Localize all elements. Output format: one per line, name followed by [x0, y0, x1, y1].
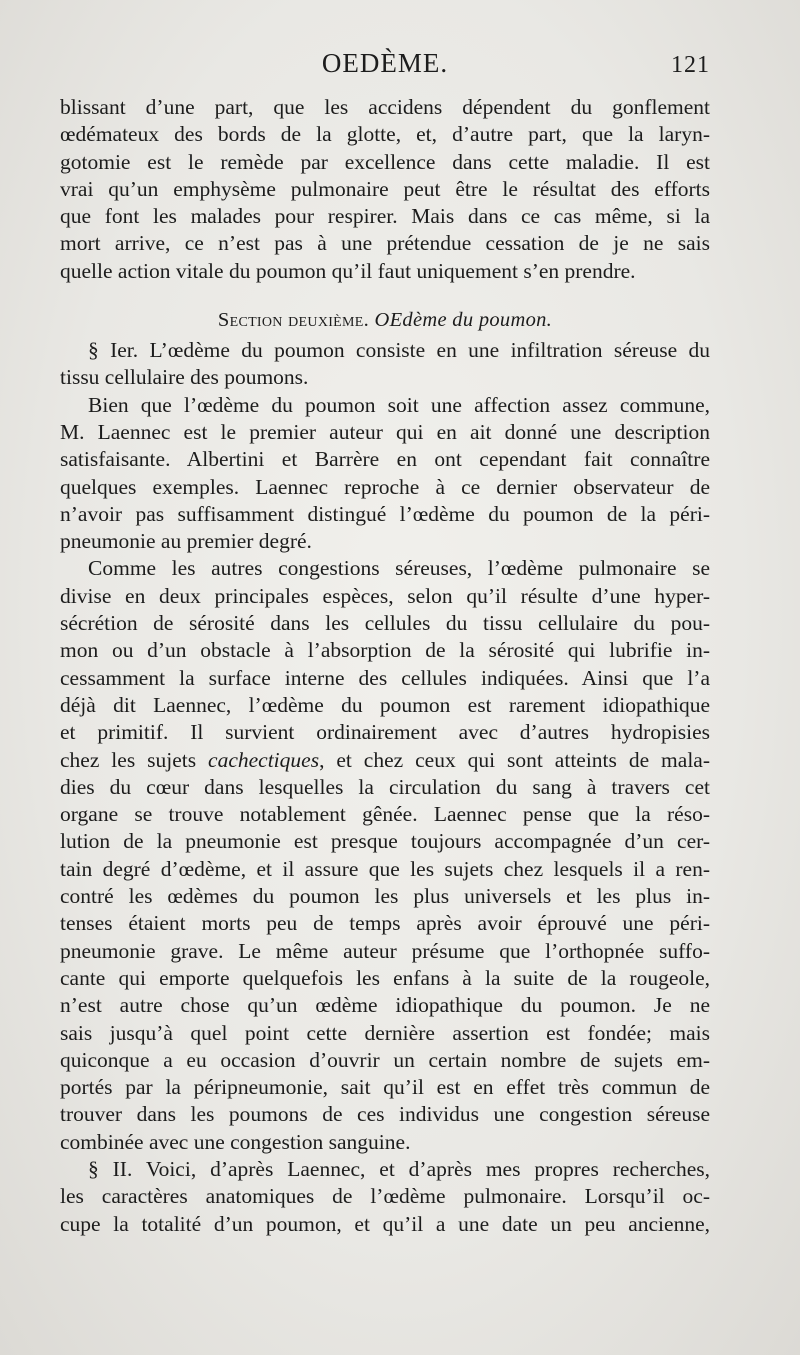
- text-line: portés par la péripneumonie, sait qu’il est en effet très commun de: [60, 1075, 710, 1100]
- text-line: cante qui emporte quelquefois les enfans à la suite de la rougeole,: [60, 965, 710, 990]
- text-line: quelques exemples. Laennec reproche à ce dernier observateur de: [60, 474, 710, 499]
- text-fragment: chez les sujets: [60, 747, 209, 772]
- text-line: pneumonie au premier degré.: [60, 529, 312, 554]
- text-line: œdémateux des bords de la glotte, et, d’autre part, que la laryn-: [60, 122, 710, 147]
- paragraph-2: [60, 337, 710, 392]
- text-line: satisfaisante. Albertini et Barrère en ont cependant fait connaître: [60, 447, 710, 472]
- text-line: lution de la pneumonie est presque toujours accompagnée d’un cer-: [60, 829, 710, 854]
- text-line: M. Laennec est le premier auteur qui en ait donné une description: [60, 419, 710, 444]
- text-line: tissu cellulaire des poumons.: [60, 365, 309, 390]
- text-line: sécrétion de sérosité dans les cellules du tissu cellulaire du pou-: [60, 611, 710, 636]
- text-line: mort arrive, ce n’est pas à une prétendue cessation de je ne sais: [60, 231, 710, 256]
- text-line: gotomie est le remède par excellence dans cette maladie. Il est: [60, 149, 710, 174]
- text-line: quelle action vitale du poumon qu’il faut uniquement s’en prendre.: [60, 258, 636, 283]
- text-line: les caractères anatomiques de l’œdème pulmonaire. Lorsqu’il oc-: [60, 1184, 710, 1209]
- text-line: Comme les autres congestions séreuses, l’œdème pulmonaire se: [88, 556, 710, 581]
- body-text: [60, 94, 710, 1238]
- text-line: trouver dans les poumons de ces individus une congestion séreuse: [60, 1102, 710, 1127]
- text-line: vrai qu’un emphysème pulmonaire peut être le résultat des efforts: [60, 176, 710, 201]
- paragraph-4: [60, 555, 710, 1156]
- text-line: [60, 747, 710, 774]
- text-line: déjà dit Laennec, l’œdème du poumon est rarement idiopathique: [60, 692, 710, 717]
- page-number: 121: [671, 52, 710, 78]
- text-line: sais jusqu’à quel point cette dernière assertion est fondée; mais: [60, 1020, 710, 1045]
- text-line: dies du cœur dans lesquelles la circulation du sang à travers cet: [60, 774, 710, 799]
- text-line: n’est autre chose qu’un œdème idiopathique du poumon. Je ne: [60, 993, 710, 1018]
- section-title: OEdème du poumon.: [374, 309, 553, 332]
- text-line: § Ier. L’œdème du poumon consiste en une infiltration séreuse du: [88, 338, 710, 363]
- paragraph-1: [60, 94, 710, 285]
- text-line: § II. Voici, d’après Laennec, et d’après mes propres recherches,: [88, 1156, 710, 1181]
- text-line: contré les œdèmes du poumon les plus universels et les plus in-: [60, 884, 710, 909]
- text-line: tain degré d’œdème, et il assure que les sujets chez lesquels il a ren-: [60, 856, 710, 881]
- text-line: organe se trouve notablement gênée. Laennec pense que la réso-: [60, 802, 710, 827]
- paragraph-3: [60, 392, 710, 556]
- text-line: tenses étaient morts peu de temps après avoir éprouvé une péri-: [60, 911, 710, 936]
- text-line: cupe la totalité d’un poumon, et qu’il a une date un peu ancienne,: [60, 1211, 710, 1236]
- text-line: pneumonie grave. Le même auteur présume que l’orthopnée suffo-: [60, 938, 710, 963]
- text-line: cessamment la surface interne des cellules indiquées. Ainsi que l’a: [60, 665, 710, 690]
- paragraph-5: [60, 1156, 710, 1238]
- text-line: quiconque a eu occasion d’ouvrir un certain nombre de sujets em-: [60, 1047, 710, 1072]
- text-line: divise en deux principales espèces, selon qu’il résulte d’une hyper-: [60, 583, 710, 608]
- text-line: mon ou d’un obstacle à l’absorption de la sérosité qui lubrifie in-: [60, 638, 710, 663]
- text-line: que font les malades pour respirer. Mais dans ce cas même, si la: [60, 204, 710, 229]
- section-label: Section deuxième.: [217, 309, 370, 332]
- text-fragment: , et chez ceux qui sont atteints de mala-: [319, 747, 710, 772]
- text-line: et primitif. Il survient ordinairement avec d’autres hydropisies: [60, 720, 710, 745]
- italic-term: cachectiques: [208, 747, 320, 772]
- running-title: OEDÈME.: [321, 48, 449, 78]
- text-line: n’avoir pas suffisamment distingué l’œdème du poumon de la péri-: [60, 501, 710, 526]
- text-line: blissant d’une part, que les accidens dépendent du gonflement: [60, 95, 710, 119]
- text-line: Bien que l’œdème du poumon soit une affection assez commune,: [88, 392, 710, 417]
- page-header: [60, 44, 710, 84]
- text-line: combinée avec une congestion sanguine.: [60, 1129, 411, 1154]
- section-heading: [60, 305, 710, 335]
